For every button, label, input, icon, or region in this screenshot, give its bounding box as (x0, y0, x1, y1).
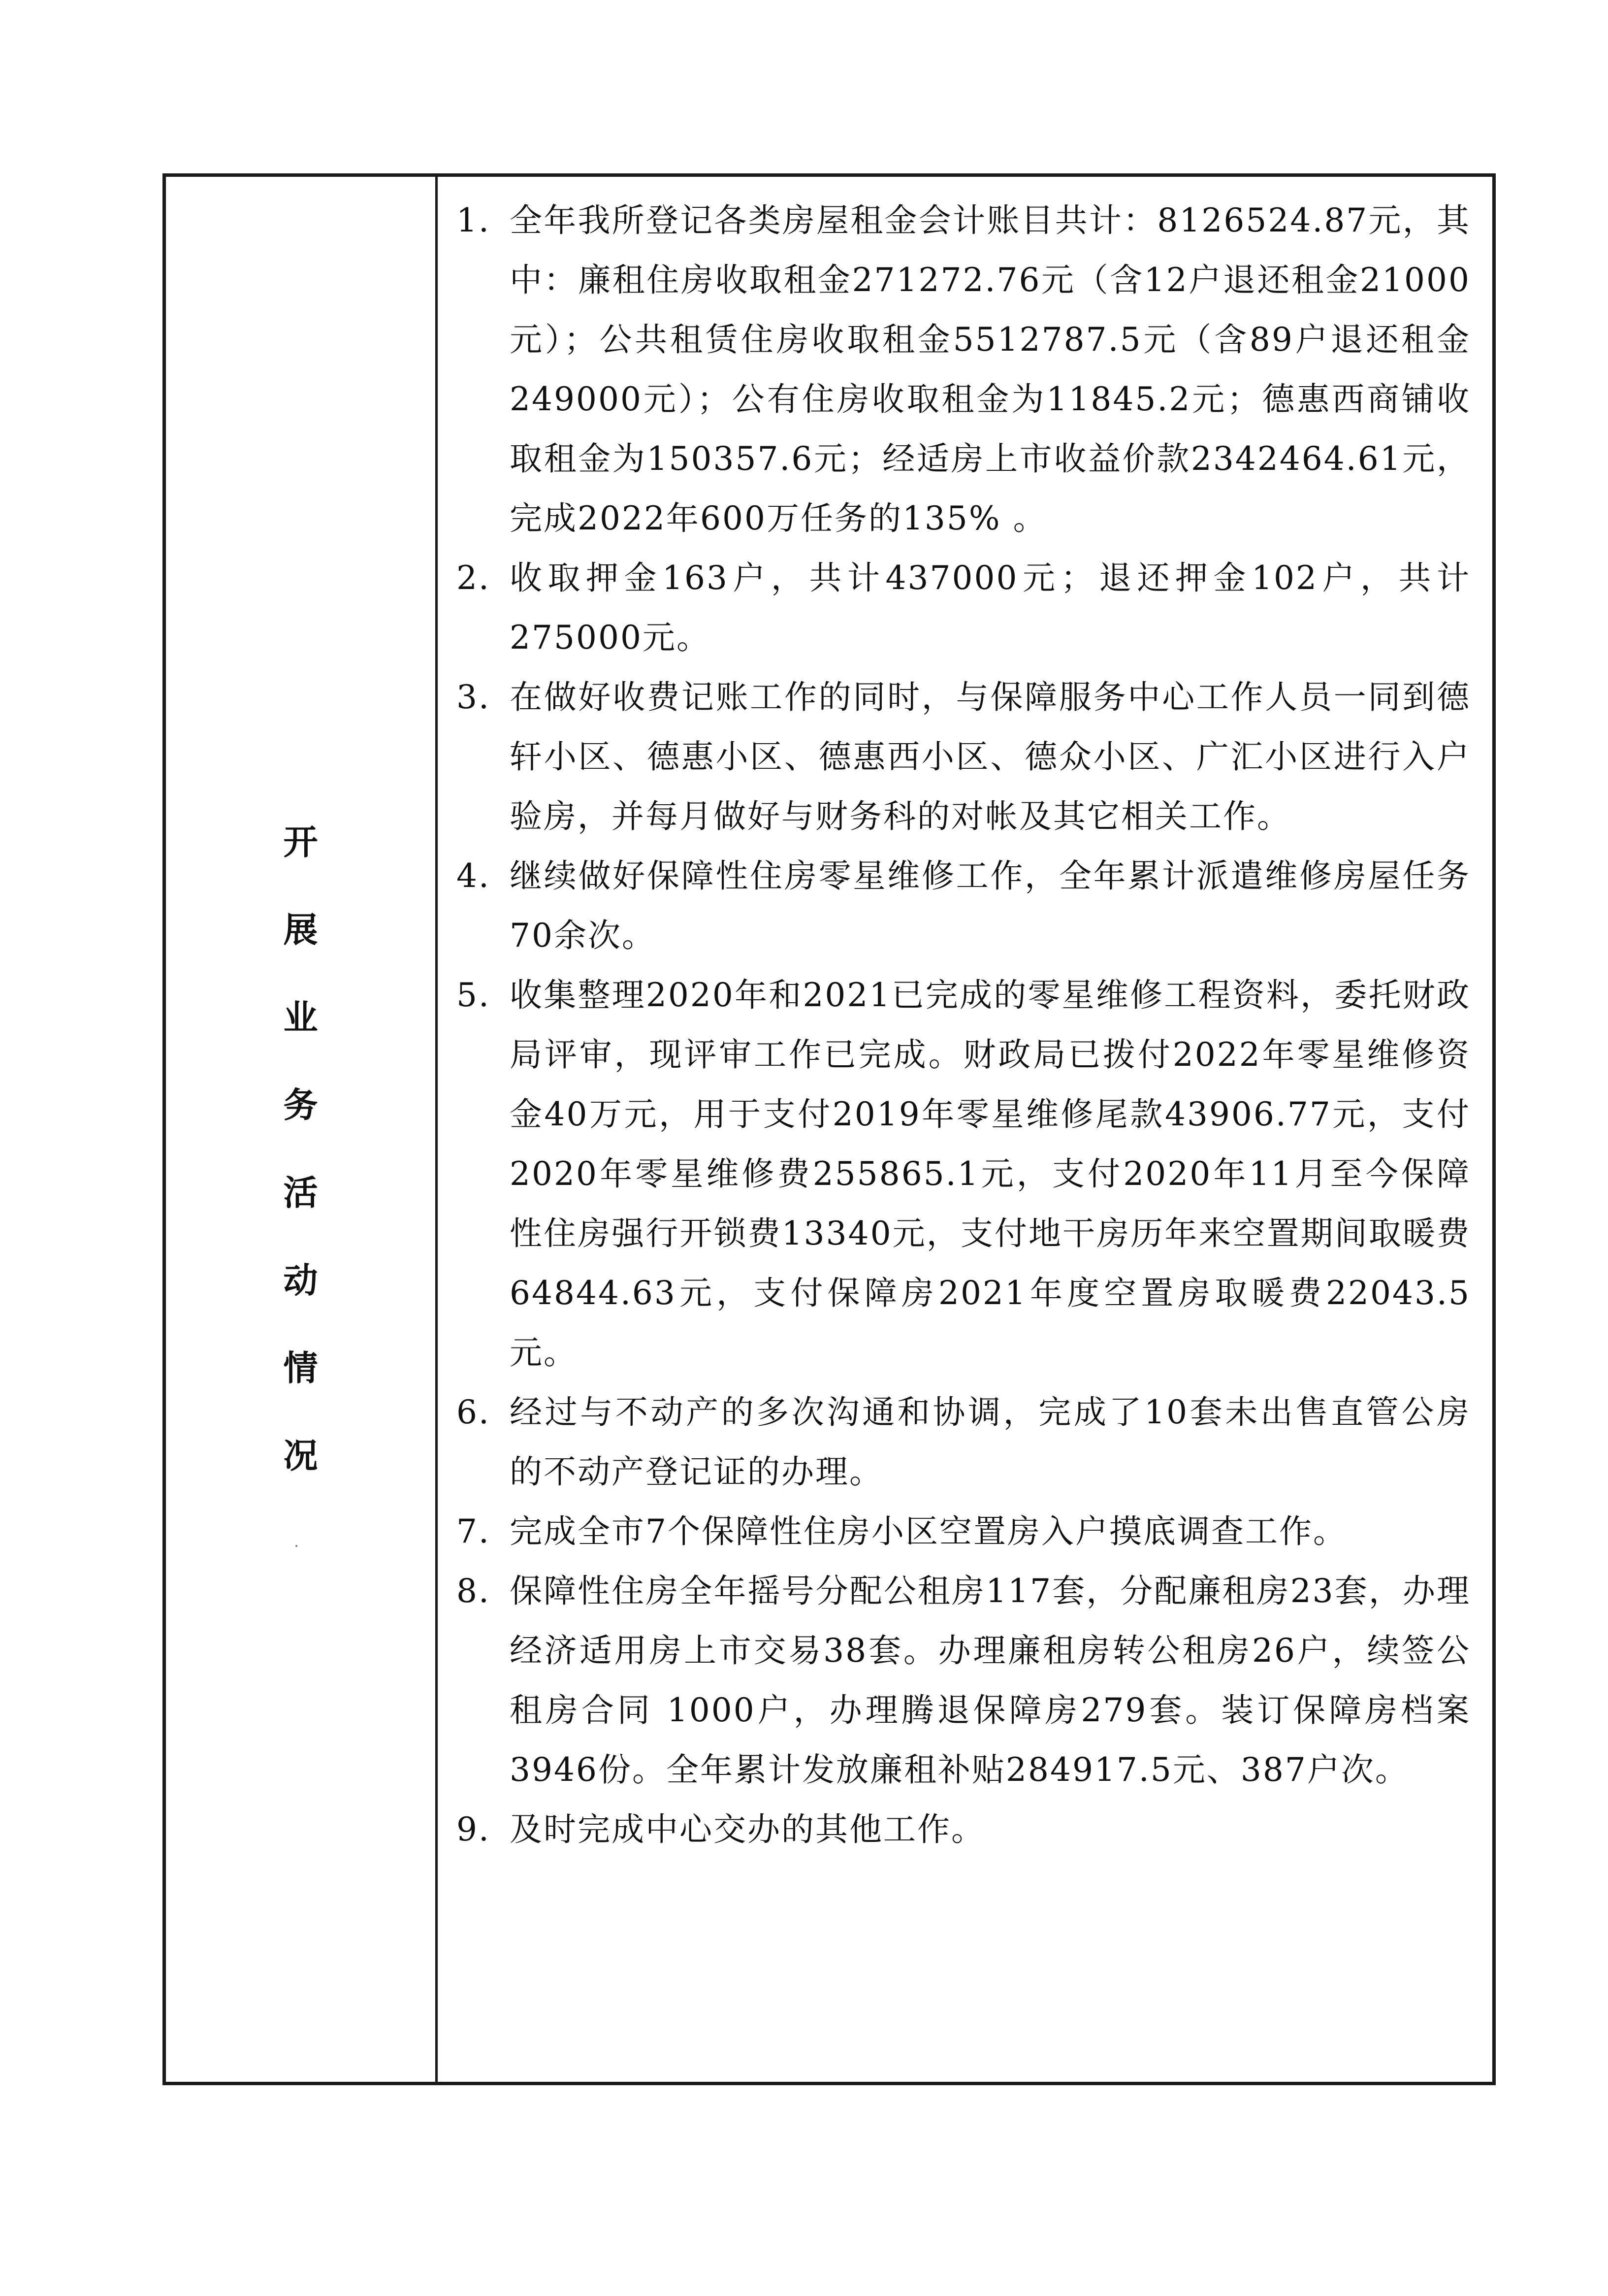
activity-item (456, 1502, 1471, 1561)
activity-item (456, 1382, 1471, 1502)
item-number: 4. (456, 857, 490, 895)
activity-item (456, 846, 1471, 965)
section-label (166, 798, 435, 1500)
item-text: 全年我所登记各类房屋租金会计账目共计：8126524.87元，其中：廉租住房收取租金271272.76元（含12户退还租金21000元）；公共租赁住房收取租金5512787.5元（含89户退还租金249000元）；公有住房收取租金为11845.2元；德惠西商铺收取租金为150357.6元；经适房上市收益价款2342464.61元，完成2022年600万任务的135% 。 (510, 201, 1471, 537)
section-label-char: 业 (283, 997, 318, 1038)
section-label-char: 务 (283, 1085, 318, 1125)
activity-item (456, 191, 1471, 548)
item-text: 收取押金163户，共计437000元；退还押金102户，共计275000元。 (510, 559, 1471, 656)
section-label-char: 展 (283, 910, 318, 950)
item-number: 7. (456, 1512, 490, 1550)
item-number: 9. (456, 1810, 490, 1848)
item-text: 保障性住房全年摇号分配公租房117套，分配廉租房23套，办理经济适用房上市交易38套。办理廉租房转公租房26户，续签公租房合同 1000户，办理腾退保障房279套。装订保障房档案3946份。全年累计发放廉租补贴284917.5元、387户次。 (510, 1572, 1471, 1789)
activity-table (162, 173, 1496, 2085)
activity-item (456, 965, 1471, 1382)
section-label-char: 动 (283, 1260, 318, 1301)
item-text: 在做好收费记账工作的同时，与保障服务中心工作人员一同到德轩小区、德惠小区、德惠西小区、德众小区、广汇小区进行入户验房，并每月做好与财务科的对帐及其它相关工作。 (510, 678, 1471, 835)
item-number: 3. (456, 678, 490, 716)
item-number: 6. (456, 1393, 490, 1431)
item-number: 5. (456, 976, 490, 1014)
activity-item (456, 1561, 1471, 1800)
activity-item (456, 548, 1471, 667)
item-text: 及时完成中心交办的其他工作。 (510, 1810, 985, 1848)
activity-item (456, 1800, 1471, 1859)
item-number: 2. (456, 559, 490, 597)
section-label-char: 况 (283, 1436, 318, 1476)
activity-list (456, 191, 1471, 1859)
item-text: 收集整理2020年和2021已完成的零星维修工程资料，委托财政局评审，现评审工作已完成。财政局已拨付2022年零星维修资金40万元，用于支付2019年零星维修尾款43906.77元，支付2020年零星维修费255865.1元，支付2020年11月至今保障性住房强行开锁费13340元，支付地干房历年来空置期间取暖费64844.63元，支付保障房2021年度空置房取暖费22043.5元。 (510, 976, 1471, 1372)
item-number: 8. (456, 1572, 490, 1610)
scan-speck (295, 1545, 297, 1547)
activity-item (456, 667, 1471, 846)
section-label-char: 情 (283, 1348, 318, 1388)
section-label-cell (166, 177, 438, 2082)
item-text: 完成全市7个保障性住房小区空置房入户摸底调查工作。 (510, 1512, 1347, 1550)
item-text: 经过与不动产的多次沟通和协调，完成了10套未出售直管公房的不动产登记证的办理。 (510, 1393, 1471, 1491)
section-label-char: 活 (283, 1173, 318, 1213)
section-label-char: 开 (283, 822, 318, 862)
item-text: 继续做好保障性住房零星维修工作，全年累计派遣维修房屋任务70余次。 (510, 857, 1471, 954)
item-number: 1. (456, 201, 490, 239)
